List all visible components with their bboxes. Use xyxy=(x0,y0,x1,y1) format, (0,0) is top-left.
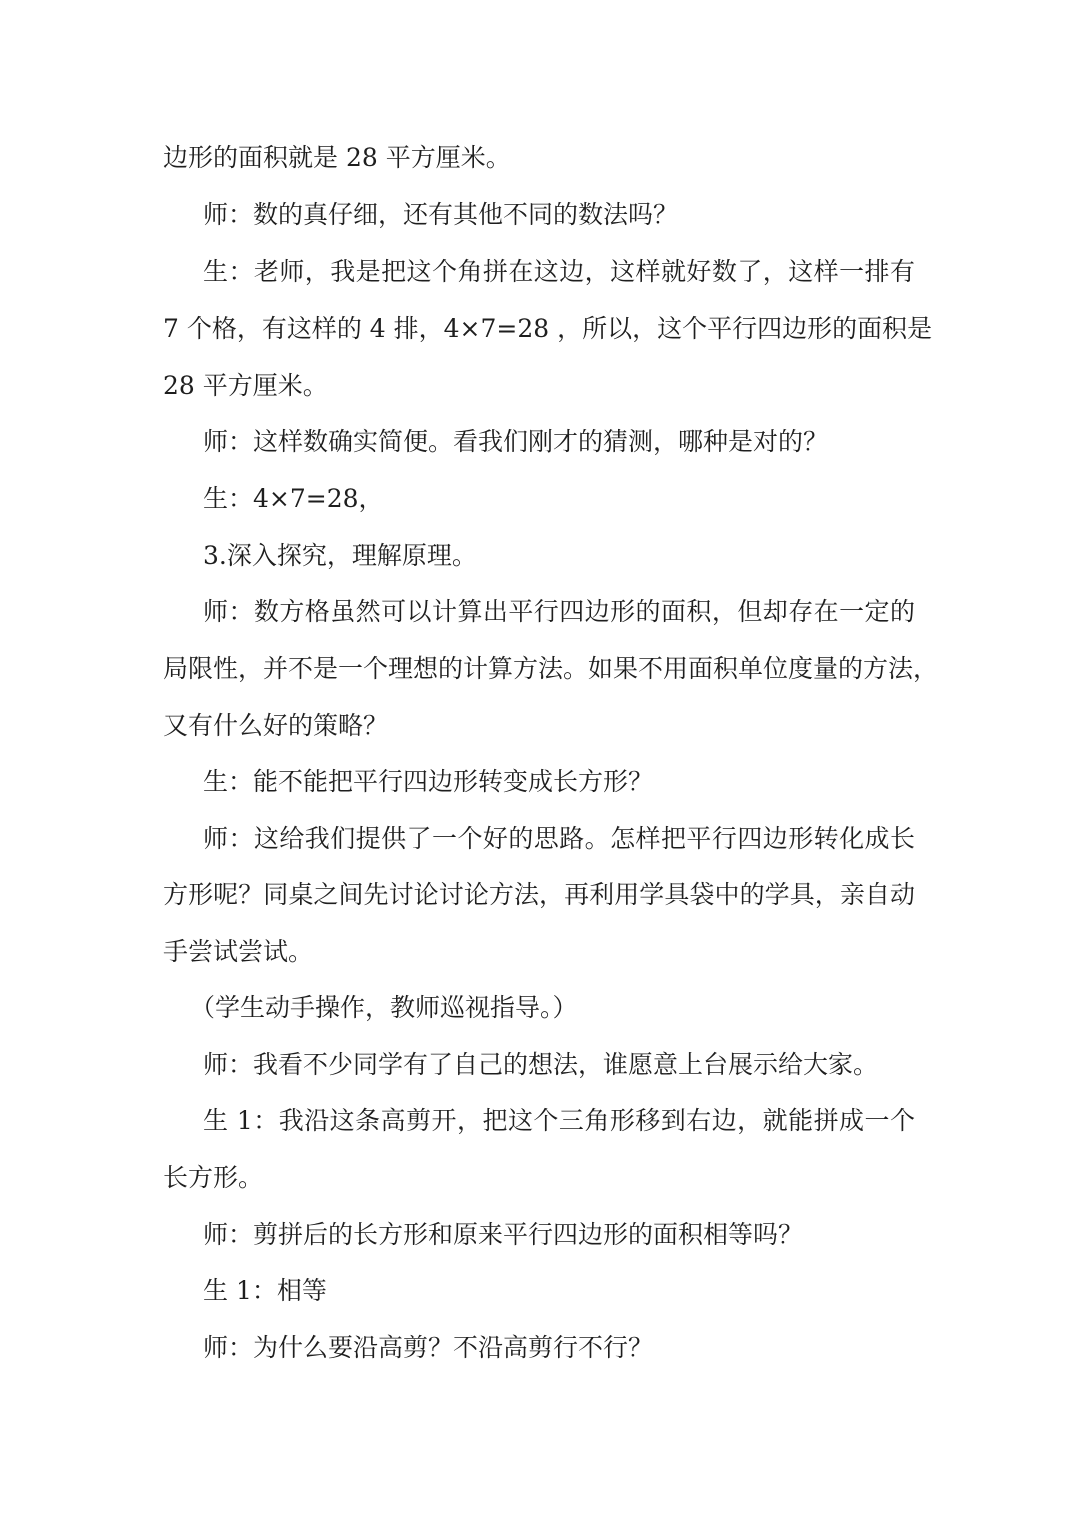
text-line: 又有什么好的策略？ xyxy=(163,711,389,740)
text-line: 师：剪拼后的长方形和原来平行四边形的面积相等吗？ xyxy=(203,1220,804,1249)
text-line: 长方形。 xyxy=(163,1163,264,1192)
text-line: 生 1：我沿这条高剪开，把这个三角形移到右边，就能拼成一个 xyxy=(203,1106,915,1135)
section-heading: 3.深入探究，理解原理。 xyxy=(203,541,477,570)
text-line: 生 1：相等 xyxy=(203,1276,327,1305)
text-line: 师：我看不少同学有了自己的想法，谁愿意上台展示给大家。 xyxy=(203,1050,879,1079)
text-line: 师：数的真仔细，还有其他不同的数法吗？ xyxy=(203,200,679,229)
text-line: 边形的面积就是 28 平方厘米。 xyxy=(163,143,511,172)
text-line: 师：为什么要沿高剪？不沿高剪行不行？ xyxy=(203,1333,654,1362)
stage-direction: （学生动手操作，教师巡视指导。） xyxy=(190,993,578,1022)
text-line: 生：老师，我是把这个角拼在这边，这样就好数了，这样一排有 xyxy=(203,257,915,286)
text-line: 28 平方厘米。 xyxy=(163,371,328,400)
text-line: 7 个格，有这样的 4 排，4×7=28 ，所以，这个平行四边形的面积是 xyxy=(163,314,933,343)
text-line: 师：数方格虽然可以计算出平行四边形的面积，但却存在一定的 xyxy=(203,597,915,626)
text-line: 方形呢？同桌之间先讨论讨论方法，再利用学具袋中的学具，亲自动 xyxy=(163,880,915,909)
text-line: 生：4×7=28， xyxy=(203,484,384,513)
text-line: 生：能不能把平行四边形转变成长方形？ xyxy=(203,767,654,796)
text-line: 师：这样数确实简便。看我们刚才的猜测，哪种是对的？ xyxy=(203,427,829,456)
text-line: 手尝试尝试。 xyxy=(163,937,314,966)
text-line: 师：这给我们提供了一个好的思路。怎样把平行四边形转化成长 xyxy=(203,824,915,853)
text-line: 局限性，并不是一个理想的计算方法。如果不用面积单位度量的方法， xyxy=(163,654,939,683)
